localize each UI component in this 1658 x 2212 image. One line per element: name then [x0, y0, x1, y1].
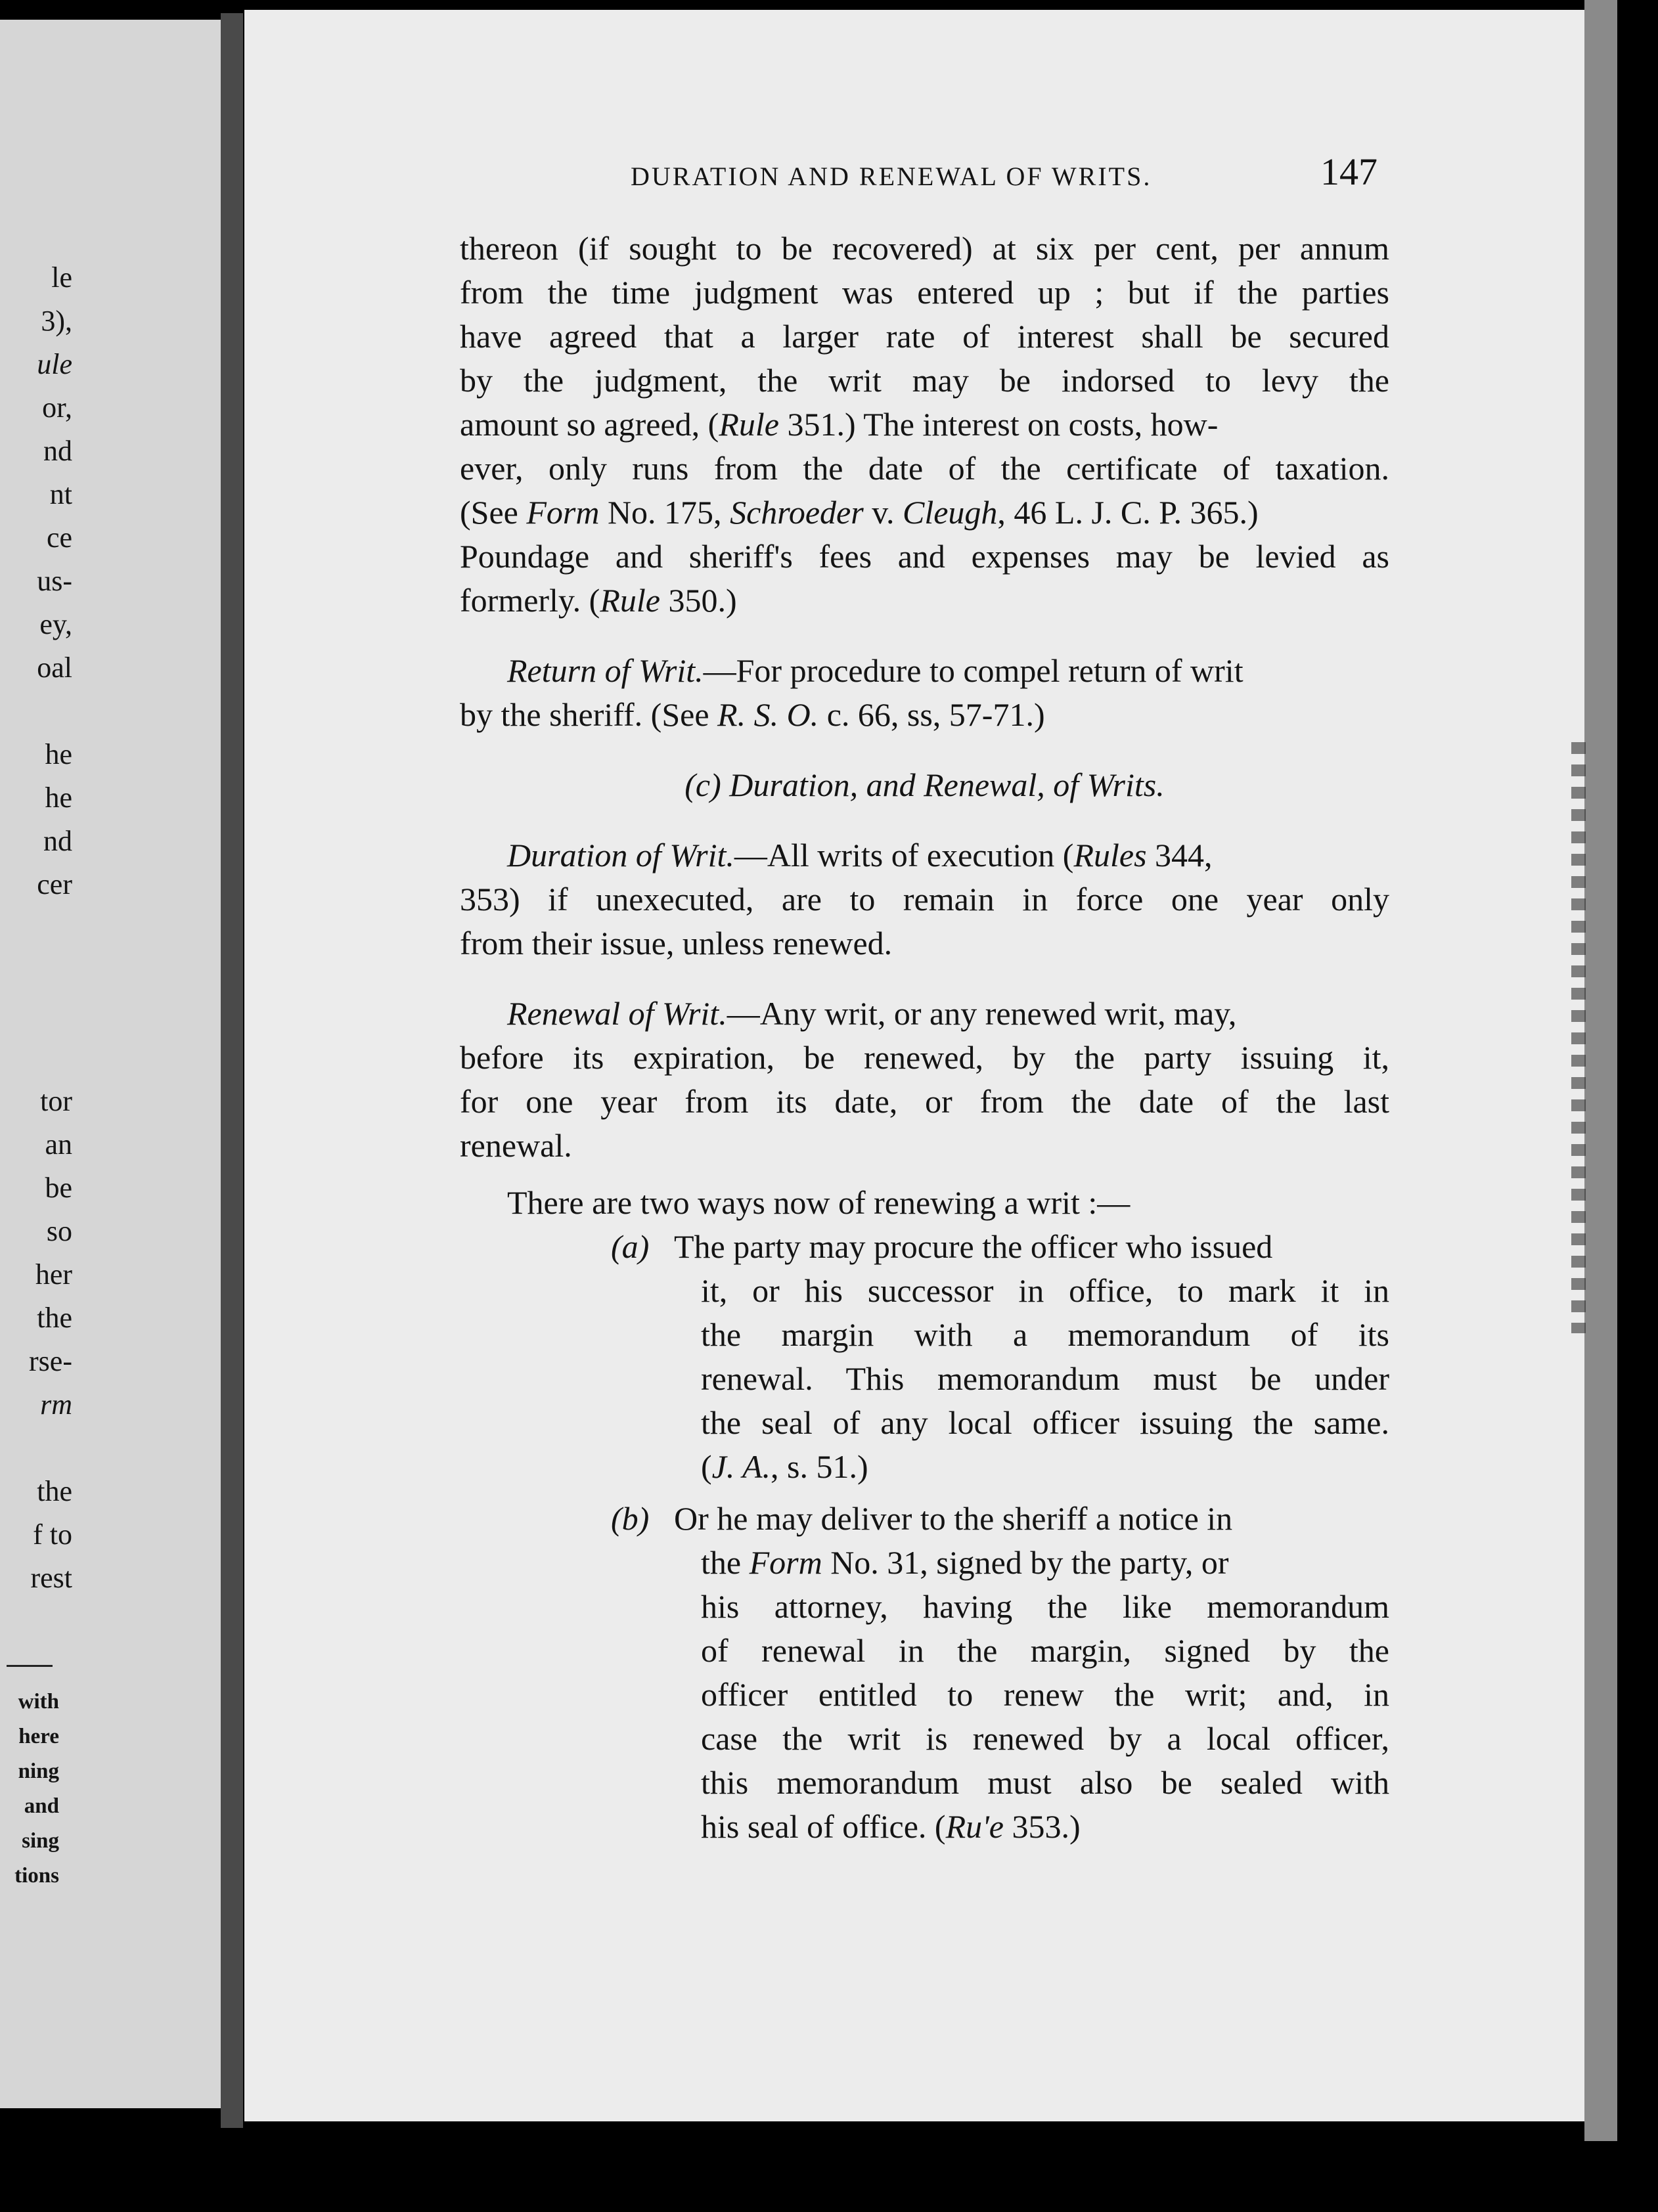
- rule-reference: Rules: [1073, 837, 1147, 874]
- section-heading: [460, 763, 1389, 807]
- text-fragment: or,: [42, 391, 72, 424]
- text-segment: , s. 51.): [771, 1448, 868, 1485]
- text-fragment: ce: [46, 521, 72, 554]
- case-party: Cleugh: [902, 494, 998, 531]
- paragraph-heading: Return of Writ.: [507, 652, 704, 689]
- text-fragment: cer: [37, 868, 72, 900]
- text-fragment: [0, 906, 72, 950]
- text-line: of renewal in the margin, signed by the: [701, 1632, 1389, 1669]
- spacer: [460, 1168, 1389, 1181]
- text-line: have agreed that a larger rate of interest shall be secured: [460, 318, 1389, 355]
- page-edge-marks: [1571, 742, 1586, 1333]
- text-fragment: ule: [37, 348, 72, 380]
- text-fragment: nd: [43, 825, 72, 857]
- paragraph: [460, 833, 1389, 965]
- text-fragment: an: [45, 1128, 72, 1161]
- text-line: [460, 992, 1389, 1036]
- text-segment: —All writs of execution (: [734, 837, 1074, 874]
- text-segment: (See: [460, 494, 527, 531]
- text-segment: by the sheriff. (See: [460, 696, 718, 733]
- paragraph: [460, 649, 1389, 737]
- text-fragment: her: [35, 1258, 72, 1291]
- paragraph-heading: Renewal of Writ.: [507, 995, 727, 1032]
- text-line: officer entitled to renew the writ; and, in: [701, 1676, 1389, 1713]
- spacer: [460, 965, 1389, 992]
- text-line: the seal of any local officer issuing the same.: [701, 1404, 1389, 1441]
- text-line: thereon (if sought to be recovered) at six per cent, per annum: [460, 230, 1389, 267]
- text-line: [460, 833, 1389, 877]
- text-fragment: [0, 993, 72, 1036]
- text-line: from the time judgment was entered up ; but if the parties: [460, 274, 1389, 311]
- text-line: [460, 649, 1389, 693]
- text-segment: Or he may deliver to the sheriff a notice in: [674, 1500, 1233, 1537]
- running-title: DURATION AND RENEWAL OF WRITS.: [631, 162, 1152, 191]
- text-segment: 351.) The interest on costs, how-: [787, 406, 1219, 443]
- text-line: before its expiration, be renewed, by the party issuing it,: [460, 1039, 1389, 1076]
- text-fragment: he: [45, 738, 72, 770]
- text-segment: No. 175,: [599, 494, 730, 531]
- text-line: for one year from its date, or from the date of the last: [460, 1083, 1389, 1120]
- statute-reference: J. A.: [711, 1448, 771, 1485]
- statute-reference: R. S. O.: [717, 696, 819, 733]
- footnote-fragment: ning: [18, 1759, 59, 1783]
- list-item: [460, 1497, 1389, 1849]
- text-line: [460, 1497, 1389, 1541]
- text-fragment: the: [37, 1475, 72, 1507]
- rule-reference: Rule: [600, 582, 660, 619]
- text-fragment: [0, 1036, 72, 1080]
- text-line: Poundage and sheriff's fees and expenses may be levied as: [460, 538, 1389, 575]
- text-segment: 350.): [660, 582, 737, 619]
- rule-reference: Rule: [719, 406, 779, 443]
- footnote-fragment: tions: [14, 1864, 59, 1888]
- text-line: renewal. This memorandum must be under: [701, 1360, 1389, 1397]
- text-segment: his seal of office. (: [701, 1808, 946, 1845]
- text-line: (J. A., s. 51.): [701, 1448, 868, 1485]
- facing-page: [0, 20, 236, 2108]
- text-line: [460, 579, 1389, 623]
- text-line: this memorandum must also be sealed with: [701, 1764, 1389, 1801]
- text-line: from their issue, unless renewed.: [460, 925, 893, 962]
- book-gutter: [221, 13, 243, 2128]
- text-line: case the writ is renewed by a local officer,: [701, 1720, 1389, 1757]
- section-label: (c): [684, 766, 721, 803]
- text-line: 353) if unexecuted, are to remain in force one year only: [460, 881, 1389, 918]
- text-fragment: be: [45, 1172, 72, 1204]
- section-title: Duration, and Renewal, of Writs.: [729, 766, 1165, 803]
- spacer: [460, 1489, 1389, 1497]
- text-segment: the: [701, 1544, 750, 1581]
- text-line: ever, only runs from the date of the certificate of taxation.: [460, 450, 1389, 487]
- text-fragment: so: [46, 1215, 72, 1247]
- text-fragment: nt: [49, 478, 72, 510]
- text-fragment: nd: [43, 435, 72, 467]
- spacer: [460, 623, 1389, 649]
- text-line: [460, 1805, 1389, 1849]
- spacer: [460, 737, 1389, 763]
- text-fragment: oal: [37, 652, 72, 684]
- text-fragment: he: [45, 782, 72, 814]
- text-fragment: tor: [40, 1085, 72, 1117]
- footnote-fragment: here: [18, 1725, 59, 1748]
- text-fragment: rest: [30, 1562, 72, 1594]
- footnote-fragment: with: [18, 1690, 59, 1714]
- text-fragment: f to: [33, 1518, 72, 1551]
- paragraph: [460, 227, 1389, 623]
- text-line: [460, 1225, 1389, 1269]
- text-segment: No. 31, signed by the party, or: [822, 1544, 1229, 1581]
- text-line: There are two ways now of renewing a writ :—: [507, 1184, 1131, 1221]
- text-segment: 353.): [1004, 1808, 1081, 1845]
- footnote-divider: [7, 1665, 53, 1667]
- text-fragment: rm: [40, 1388, 72, 1421]
- text-fragment: [0, 950, 72, 993]
- rule-reference: Ru'e: [945, 1808, 1004, 1845]
- footnote-fragment: and: [24, 1794, 59, 1818]
- text-fragment: ey,: [39, 608, 72, 640]
- paragraph: [460, 992, 1389, 1168]
- text-segment: 344,: [1146, 837, 1213, 874]
- page-number: 147: [1320, 150, 1378, 193]
- case-party: Schroeder: [730, 494, 864, 531]
- text-fragment: us-: [37, 565, 72, 597]
- text-fragment: 3),: [41, 305, 72, 337]
- page-body: [460, 227, 1389, 1849]
- text-segment: —For procedure to compel return of writ: [703, 652, 1244, 689]
- page-edge: [1584, 0, 1617, 2141]
- text-segment: amount so agreed, (: [460, 406, 719, 443]
- citation: , 46 L. J. C. P. 365.): [997, 494, 1259, 531]
- text-line: [460, 693, 1389, 737]
- text-fragment: le: [51, 261, 72, 294]
- text-line: his attorney, having the like memorandum: [701, 1588, 1389, 1625]
- text-segment: c. 66, ss, 57-71.): [818, 696, 1045, 733]
- text-line: renewal.: [460, 1127, 572, 1164]
- text-line: [460, 403, 1389, 447]
- text-fragment: [0, 1427, 72, 1470]
- facing-page-text-fragments: [0, 256, 72, 1600]
- text-fragment: [0, 690, 72, 733]
- text-fragment: rse-: [29, 1345, 72, 1377]
- list-item: [460, 1225, 1389, 1489]
- footnote-fragment: sing: [22, 1829, 59, 1853]
- text-segment: formerly. (: [460, 582, 600, 619]
- form-reference: Form: [749, 1544, 822, 1581]
- paragraph-heading: Duration of Writ.: [507, 837, 734, 874]
- facing-page-footnote-fragments: [0, 1685, 59, 1893]
- text-line: [460, 1541, 1389, 1585]
- text-line: [460, 491, 1389, 535]
- text-segment: —Any writ, or any renewed writ, may,: [727, 995, 1237, 1032]
- list-marker: (b): [611, 1500, 650, 1537]
- text-line: the margin with a memorandum of its: [701, 1316, 1389, 1353]
- text-line: it, or his successor in office, to mark it in: [701, 1272, 1389, 1309]
- text-segment: v.: [863, 494, 903, 531]
- text-fragment: the: [37, 1302, 72, 1334]
- spacer: [460, 807, 1389, 833]
- text-line: by the judgment, the writ may be indorsed to levy the: [460, 362, 1389, 399]
- form-reference: Form: [526, 494, 600, 531]
- text-segment: The party may procure the officer who issued: [674, 1228, 1273, 1265]
- list-marker: (a): [611, 1228, 650, 1265]
